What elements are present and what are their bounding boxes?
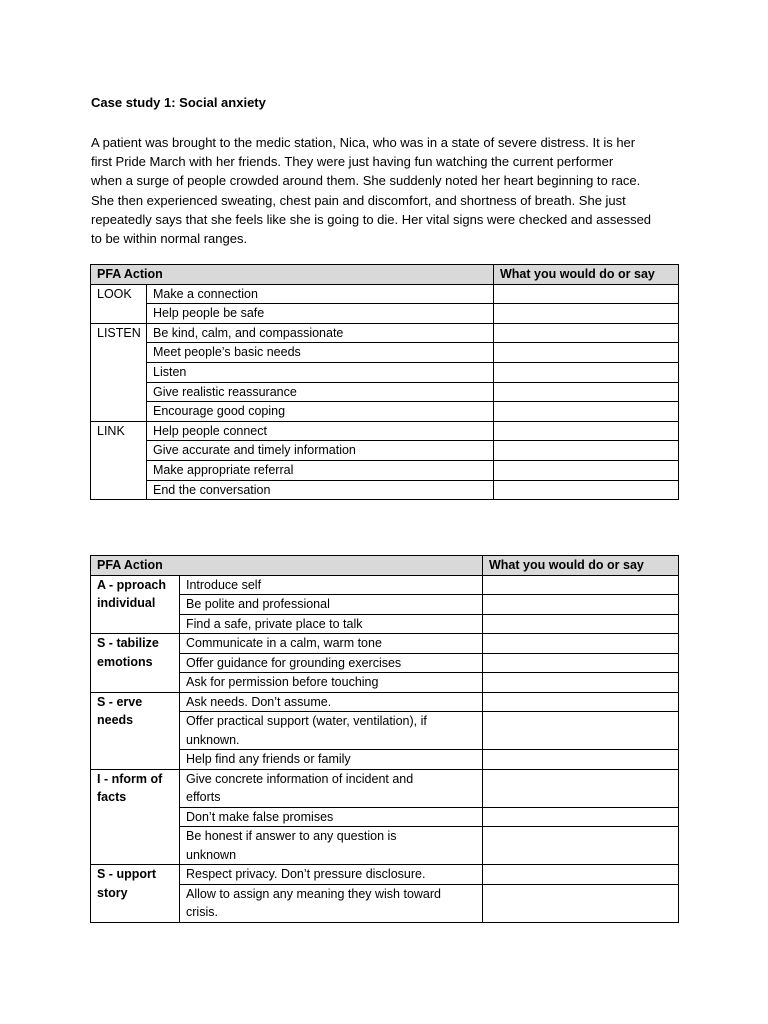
response-cell[interactable]	[494, 323, 679, 343]
response-cell[interactable]	[483, 614, 679, 634]
response-cell[interactable]	[483, 884, 679, 922]
action-item-line: Communicate in a calm, warm tone	[186, 636, 382, 650]
response-cell[interactable]	[483, 712, 679, 750]
table-row	[91, 750, 679, 770]
response-cell[interactable]	[494, 441, 679, 461]
group-label: LOOK	[91, 284, 147, 323]
action-item: Make appropriate referral	[147, 460, 494, 480]
case-line: She then experienced sweating, chest pain and discomfort, and shortness of breath. She just	[91, 192, 626, 208]
header-response: What you would do or say	[483, 556, 679, 576]
group-label-line: I - nform of	[97, 771, 163, 786]
action-item: End the conversation	[147, 480, 494, 500]
action-item	[180, 614, 483, 634]
action-item-line: Don’t make false promises	[186, 809, 334, 824]
action-item	[180, 827, 483, 865]
header-pfa-action: PFA Action	[91, 556, 483, 576]
group-label-line: A - pproach	[97, 577, 166, 592]
case-line: repeatedly says that she feels like she is going to die. Her vital signs were checked and assessed	[91, 211, 652, 227]
group-label	[91, 634, 180, 693]
action-item	[180, 750, 483, 770]
action-item-line: Ask needs. Don’t assume.	[186, 694, 332, 709]
action-item	[180, 865, 483, 885]
group-label	[91, 575, 180, 634]
group-label	[91, 769, 180, 865]
header-pfa-action: PFA Action	[91, 265, 494, 285]
table-row	[91, 575, 679, 595]
table-row	[91, 692, 679, 712]
action-item-line: efforts	[186, 790, 221, 804]
case-line: when a surge of people crowded around them. She suddenly noted her heart beginning to race.	[91, 173, 641, 189]
action-item	[180, 575, 483, 595]
case-line: to be within normal ranges.	[91, 231, 248, 247]
table-row	[91, 304, 679, 324]
action-item	[180, 712, 483, 750]
group-label	[91, 865, 180, 923]
group-label-line: S - upport	[97, 867, 157, 881]
action-item-line: unknown.	[186, 732, 240, 747]
pfa-look-listen-link-table	[90, 264, 679, 500]
response-cell[interactable]	[483, 634, 679, 654]
action-item	[180, 634, 483, 654]
action-item: Meet people’s basic needs	[147, 343, 494, 363]
table-row	[91, 595, 679, 615]
table-row	[91, 614, 679, 634]
table-row	[91, 712, 679, 750]
response-cell[interactable]	[494, 343, 679, 363]
table-row	[91, 865, 679, 885]
case-title: Case study 1: Social anxiety	[91, 95, 266, 110]
group-label-line: S - tabilize	[97, 636, 159, 650]
table-row	[91, 362, 679, 382]
table-row	[91, 460, 679, 480]
table-row	[91, 769, 679, 807]
action-item-line: Help find any friends or family	[186, 752, 351, 766]
group-label-line: facts	[97, 790, 127, 804]
group-label-line: story	[97, 885, 128, 900]
action-item-line: Offer guidance for grounding exercises	[186, 655, 402, 670]
action-item: Help people be safe	[147, 304, 494, 324]
table-row	[91, 284, 679, 304]
table-row	[91, 673, 679, 693]
response-cell[interactable]	[483, 692, 679, 712]
response-cell[interactable]	[494, 382, 679, 402]
response-cell[interactable]	[494, 402, 679, 422]
group-label: LISTEN	[91, 323, 147, 421]
action-item	[180, 673, 483, 693]
action-item	[180, 653, 483, 673]
case-line: first Pride March with her friends. They were just having fun watching the current performer	[91, 154, 614, 170]
table-row	[91, 884, 679, 922]
table-row	[91, 807, 679, 827]
action-item	[180, 595, 483, 615]
action-item: Help people connect	[147, 421, 494, 441]
header-response: What you would do or say	[494, 265, 679, 285]
action-item-line: Allow to assign any meaning they wish toward	[186, 886, 441, 901]
action-item-line: Give concrete information of incident and	[186, 771, 414, 786]
table-header-row	[91, 265, 679, 285]
response-cell[interactable]	[483, 750, 679, 770]
action-item	[180, 769, 483, 807]
table-row	[91, 382, 679, 402]
action-item: Make a connection	[147, 284, 494, 304]
action-item: Give accurate and timely information	[147, 441, 494, 461]
table-row	[91, 441, 679, 461]
group-label-line: S - erve	[97, 694, 143, 709]
case-description	[91, 133, 691, 248]
table-row	[91, 421, 679, 441]
action-item	[180, 884, 483, 922]
response-cell[interactable]	[494, 362, 679, 382]
action-item: Give realistic reassurance	[147, 382, 494, 402]
response-cell[interactable]	[483, 595, 679, 615]
table-row	[91, 634, 679, 654]
action-item-line: Offer practical support (water, ventilation), if	[186, 714, 427, 728]
response-cell[interactable]	[483, 807, 679, 827]
action-item-line: Respect privacy. Don’t pressure disclosure.	[186, 867, 426, 881]
response-cell[interactable]	[483, 865, 679, 885]
response-cell[interactable]	[494, 480, 679, 500]
table-row	[91, 653, 679, 673]
group-label: LINK	[91, 421, 147, 499]
response-cell[interactable]	[483, 827, 679, 865]
action-item-line: Introduce self	[186, 577, 262, 592]
table-row	[91, 402, 679, 422]
action-item-line: Ask for permission before touching	[186, 675, 379, 689]
table-header-row	[91, 556, 679, 576]
action-item	[180, 692, 483, 712]
response-cell[interactable]	[483, 653, 679, 673]
response-cell[interactable]	[494, 421, 679, 441]
action-item-line: crisis.	[186, 905, 218, 919]
table-row	[91, 480, 679, 500]
action-item: Listen	[147, 362, 494, 382]
group-label-line: individual	[97, 596, 156, 610]
action-item-line: unknown	[186, 847, 237, 862]
table-row	[91, 323, 679, 343]
group-label-line: emotions	[97, 654, 153, 669]
group-label	[91, 692, 180, 769]
action-item-line: Find a safe, private place to talk	[186, 616, 363, 631]
response-cell[interactable]	[483, 673, 679, 693]
action-item: Encourage good coping	[147, 402, 494, 422]
response-cell[interactable]	[483, 769, 679, 807]
table-row	[91, 343, 679, 363]
pfa-assist-table	[90, 555, 679, 923]
action-item	[180, 807, 483, 827]
response-cell[interactable]	[494, 460, 679, 480]
group-label-line: needs	[97, 713, 134, 727]
action-item-line: Be honest if answer to any question is	[186, 829, 397, 843]
response-cell[interactable]	[494, 304, 679, 324]
response-cell[interactable]	[494, 284, 679, 304]
table-row	[91, 827, 679, 865]
action-item: Be kind, calm, and compassionate	[147, 323, 494, 343]
action-item-line: Be polite and professional	[186, 597, 330, 611]
response-cell[interactable]	[483, 575, 679, 595]
case-line: A patient was brought to the medic station, Nica, who was in a state of severe distress. It is her	[91, 135, 636, 150]
